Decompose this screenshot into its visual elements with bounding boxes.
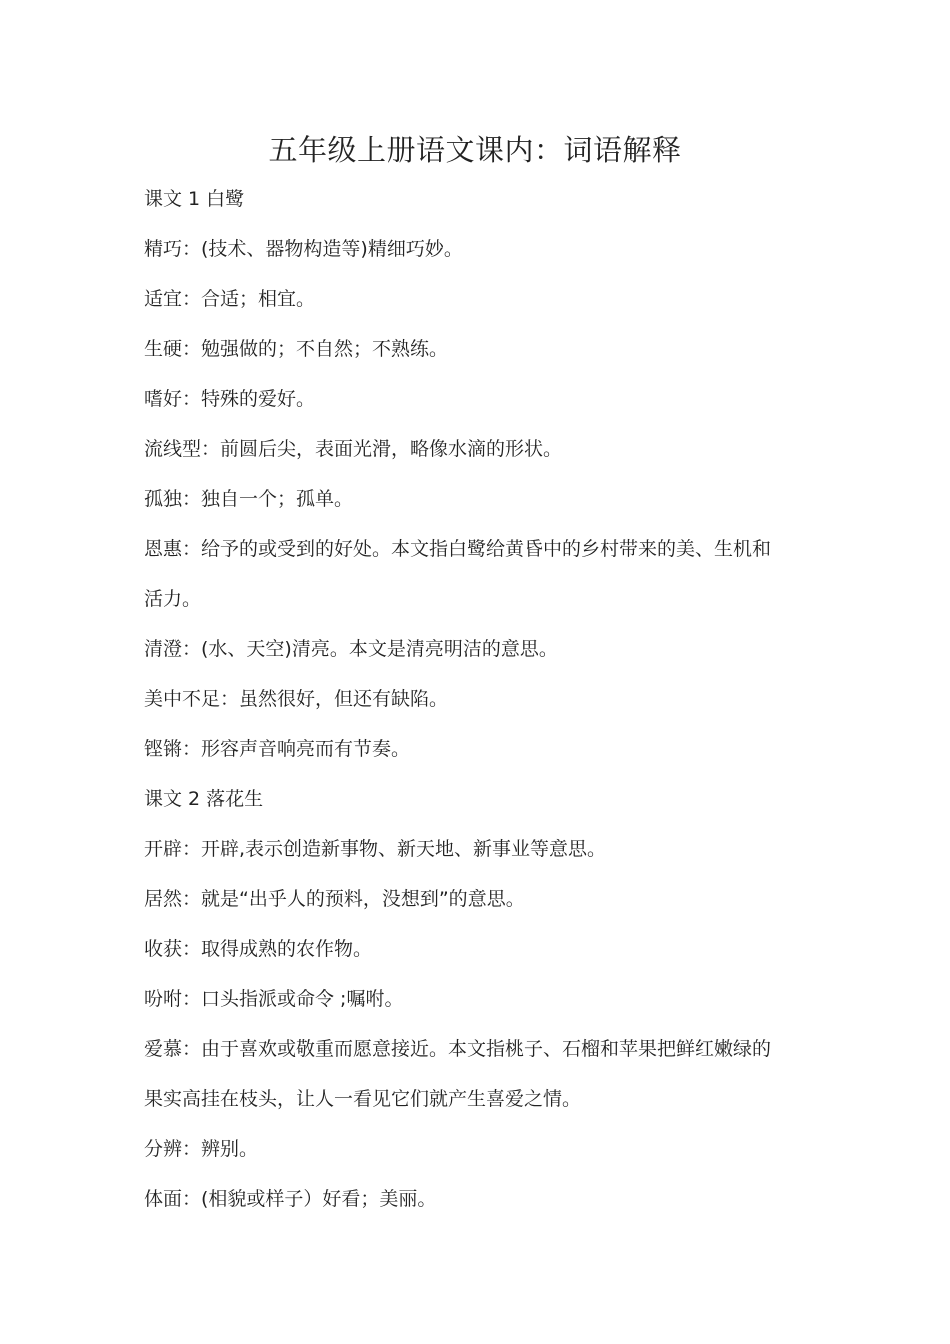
entry-line: 精巧：(技术、器物构造等)精细巧妙。 [144, 238, 463, 260]
section-heading-lesson-2: 课文 2 落花生 [144, 788, 264, 810]
section-heading-lesson-1: 课文 1 白鹭 [144, 188, 245, 210]
entry-line-continued: 活力。 [144, 588, 202, 610]
entry-line: 孤独：独自一个；孤单。 [144, 488, 354, 510]
entry-line: 铿锵：形容声音响亮而有节奏。 [144, 738, 411, 760]
entry-line: 体面：(相貌或样子）好看；美丽。 [144, 1188, 437, 1210]
entry-line: 爱慕：由于喜欢或敬重而愿意接近。本文指桃子、石榴和苹果把鲜红嫩绿的 [144, 1038, 772, 1060]
document-title: 五年级上册语文课内：词语解释 [268, 133, 682, 167]
entry-line: 吩咐：口头指派或命令 ;嘱咐。 [144, 988, 404, 1010]
entry-line: 适宜：合适；相宜。 [144, 288, 316, 310]
entry-line: 生硬：勉强做的；不自然；不熟练。 [144, 338, 449, 360]
entry-line: 流线型：前圆后尖，表面光滑，略像水滴的形状。 [144, 438, 563, 460]
entry-line: 美中不足：虽然很好，但还有缺陷。 [144, 688, 449, 710]
entry-line-continued: 果实高挂在枝头，让人一看见它们就产生喜爱之情。 [144, 1088, 582, 1110]
entry-line: 清澄：(水、天空)清亮。本文是清亮明洁的意思。 [144, 638, 558, 660]
entry-line: 嗜好：特殊的爱好。 [144, 388, 316, 410]
entry-line: 恩惠：给予的或受到的好处。本文指白鹭给黄昏中的乡村带来的美、生机和 [144, 538, 772, 560]
entry-line: 收获：取得成熟的农作物。 [144, 938, 373, 960]
entry-line: 分辨：辨别。 [144, 1138, 259, 1160]
document-body [144, 183, 814, 1233]
entry-line: 开辟：开辟,表示创造新事物、新天地、新事业等意思。 [144, 838, 607, 860]
entry-line: 居然：就是“出乎人的预料，没想到”的意思。 [144, 888, 525, 910]
